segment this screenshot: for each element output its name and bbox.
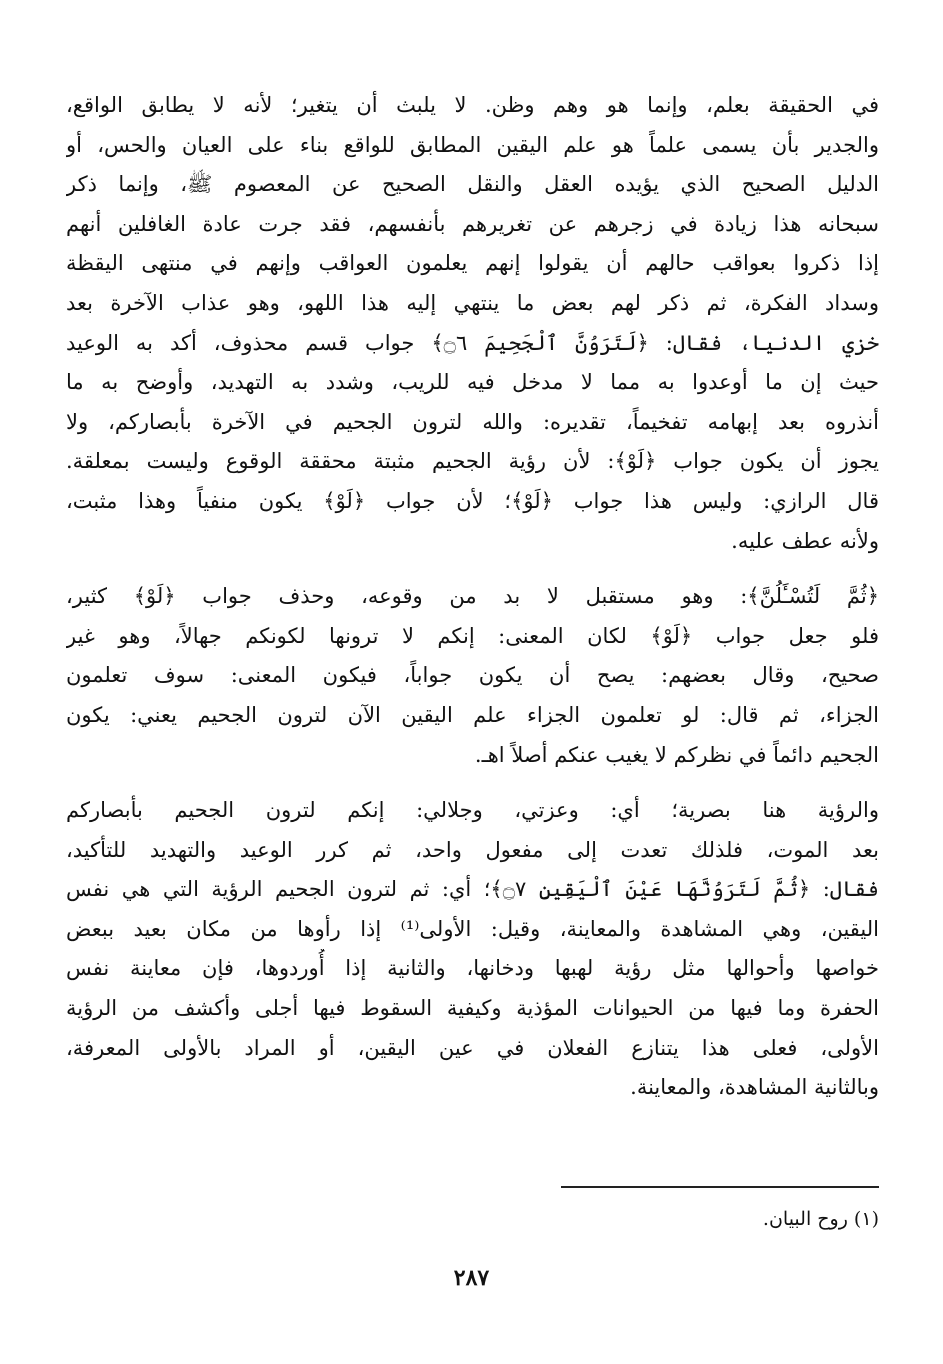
text-line: في الحقيقة بعلم، وإنما هو وهم وظن. لا يلبث أن يتغير؛ لأنه لا يطابق الواقع، — [66, 93, 879, 117]
text-line: قال الرازي: وليس هذا جواب ﴿لَوْ﴾؛ لأن جواب ﴿لَوْ﴾ يكون منفياً وهذا مثبت، — [66, 488, 879, 513]
text-line: خواصها وأحوالها مثل رؤية لهبها ودخانها، والثانية إذا أُوردوها، فإن معاينة نفس — [66, 956, 879, 981]
footnote: (١) روح البيان. — [762, 1208, 879, 1230]
text-line: الجزاء، ثم قال: لو تعلمون الجزاء علم اليقين الآن لترون الجحيم يعني: يكون — [66, 702, 879, 727]
text-line: صحيح، وقال بعضهم: يصح أن يكون جواباً، فيكون المعنى: سوف تعلمون — [66, 663, 879, 688]
text-line: الحفرة وما فيها من الحيوانات المؤذية وكيفية السقوط فيها أجلى وأكشف من الرؤية — [66, 996, 879, 1021]
page-number: ٢٨٧ — [453, 1265, 490, 1291]
text-line: حيث إن ما أوعدوا به مما لا مدخل فيه للريب، وشدد به التهديد، وأوضح به ما — [66, 370, 879, 395]
text-line: والرؤية هنا بصرية؛ أي: وعزتي، وجلالي: إنكم لترون الجحيم بأبصاركم — [66, 798, 879, 823]
text-line: الجحيم دائماً في نظركم لا يغيب عنكم أصلاً اهـ. — [474, 742, 879, 767]
footnote-divider — [561, 1186, 879, 1188]
text-line: ولأنه عطف عليه. — [731, 528, 879, 553]
text-line: إذا ذكروا بعواقب حالهم أن يقولوا إنهم يعلمون العواقب وإنهم في منتهى اليقظة — [66, 251, 879, 276]
text-line: يجوز أن يكون جواب ﴿لَوْ﴾: لأن رؤية الجحيم مثبتة محققة الوقوع وليست بمعلقة. — [66, 449, 879, 474]
text-line: اليقين، وهي المشاهدة والمعاينة، وقيل: الأولى⁽¹⁾ إذا رأوها من مكان بعيد ببعض — [66, 916, 879, 941]
text-line: الدليل الصحيح الذي يؤيده العقل والنقل الصحيح عن المعصوم ﷺ، وإنما ذكر — [66, 172, 879, 197]
text-line: فقال: ﴿ثُمَّ لَتَرَوُنَّهَا عَيْنَ ٱلْيَقِينِ ۝٧﴾؛ أي: ثم لترون الجحيم الرؤية التي هي نفس — [66, 877, 879, 902]
text-line: بعد الموت، فلذلك تعدت إلى مفعول واحد، ثم كرر الوعيد والتهديد للتأكيد، — [66, 837, 879, 862]
text-line: وبالثانية المشاهدة، والمعاينة. — [630, 1075, 879, 1100]
text-line: الأولى، فعلى هذا يتنازع الفعلان في عين اليقين، أو المراد بالأولى المعرفة، — [66, 1035, 879, 1060]
text-line: ﴿ثُمَّ لَتُسْـَٔلُنَّ﴾: وهو مستقبل لا بد من وقوعه، وحذف جواب ﴿لَوْ﴾ كثير، — [66, 584, 879, 609]
text-line: أنذروه بعد إبهامه تفخيماً، تقديره: والله لترون الجحيم في الآخرة بأبصاركم، ولا — [66, 409, 879, 434]
text-line: سبحانه هذا زيادة في زجرهم عن تغريرهم بأنفسهم، فقد جرت عادة الغافلين أنهم — [66, 211, 879, 236]
text-line: وسداد الفكرة، ثم ذكر لهم بعض ما ينتهي إليه هذا اللهو، وهو عذاب الآخرة بعد — [66, 290, 879, 315]
text-line: والجدير بأن يسمى علماً هو علم اليقين المطابق للواقع بناء على العيان والحس، أو — [66, 132, 879, 157]
paragraph-1 — [66, 86, 879, 561]
text-line: فلو جعل جواب ﴿لَوْ﴾ لكان المعنى: إنكم لا ترونها لكونكم جهالاً، وهو غير — [66, 623, 879, 648]
text-line: خزي الدنيا، فقال: ﴿لَتَرَوُنَّ ٱلْجَحِيمَ ۝٦﴾ جواب قسم محذوف، أكد به الوعيد — [66, 330, 879, 355]
paragraph-3 — [66, 791, 879, 1108]
paragraph-2 — [66, 577, 879, 775]
